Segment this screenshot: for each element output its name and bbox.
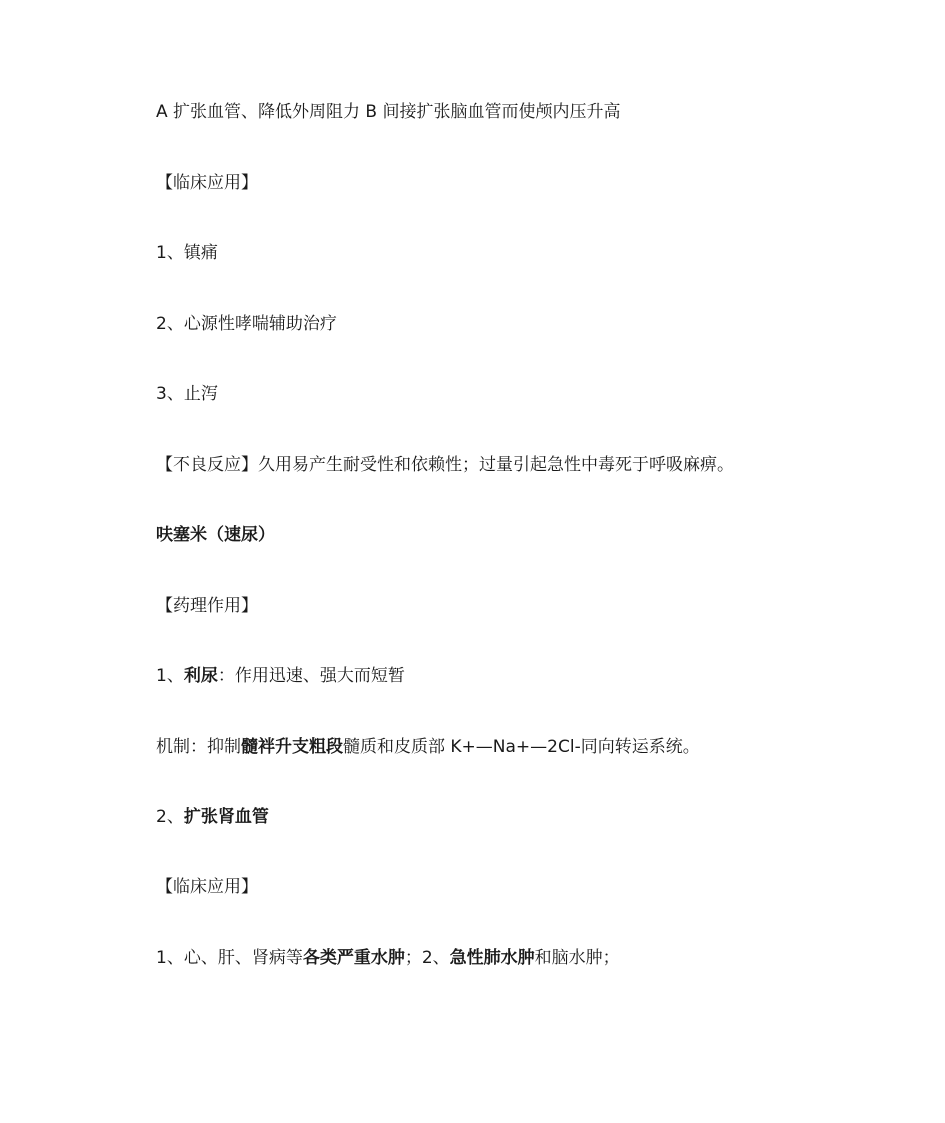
line-bold: 髓袢升支粗段 [241,737,343,757]
line-text: 呋塞米（速尿） [156,525,275,545]
line-bold: 各类严重水肿 [302,948,405,968]
line-bold: 扩张肾血管 [183,807,269,827]
drug-title-furosemide [156,523,275,547]
line-text: 【临床应用】 [156,877,258,897]
paragraph-adverse-reactions [156,453,734,477]
line-part: 和脑水肿； [534,948,620,968]
heading-pharmacology [156,594,258,618]
line-bold: 急性肺水肿 [449,948,535,968]
line-part: ；2、 [404,948,450,968]
paragraph-mechanism [156,735,700,759]
line-text: 【药理作用】 [156,596,258,616]
line-suffix: 髓质和皮质部 K+—Na+—2Cl-同向转运系统。 [343,737,700,757]
list-item-diuresis [156,664,405,688]
heading-clinical-use [156,171,258,195]
line-text: A 扩张血管、降低外周阻力 B 间接扩张脑血管而使颅内压升高 [156,102,621,122]
line-text: 【不良反应】久用易产生耐受性和依赖性；过量引起急性中毒死于呼吸麻痹。 [156,455,734,475]
list-item-edema [156,946,620,970]
line-text: 1、镇痛 [156,243,218,263]
line-prefix: 机制：抑制 [156,737,241,757]
list-item-renal-vasodilation [156,805,269,829]
heading-clinical-use-2 [156,875,258,899]
line-prefix: 1、 [156,666,184,686]
line-text: 3、止泻 [156,384,218,404]
line-text: 2、心源性哮喘辅助治疗 [156,314,337,334]
line-suffix: ：作用迅速、强大而短暂 [217,666,405,686]
list-item-antidiarrheal [156,382,218,406]
line-text: 【临床应用】 [156,173,258,193]
paragraph-effects-ab [156,100,621,124]
list-item-analgesia [156,241,218,265]
line-prefix: 2、 [156,807,184,827]
line-bold: 利尿 [183,666,218,686]
list-item-cardiac-asthma [156,312,337,336]
line-part: 1、心、肝、肾病等 [156,948,303,968]
